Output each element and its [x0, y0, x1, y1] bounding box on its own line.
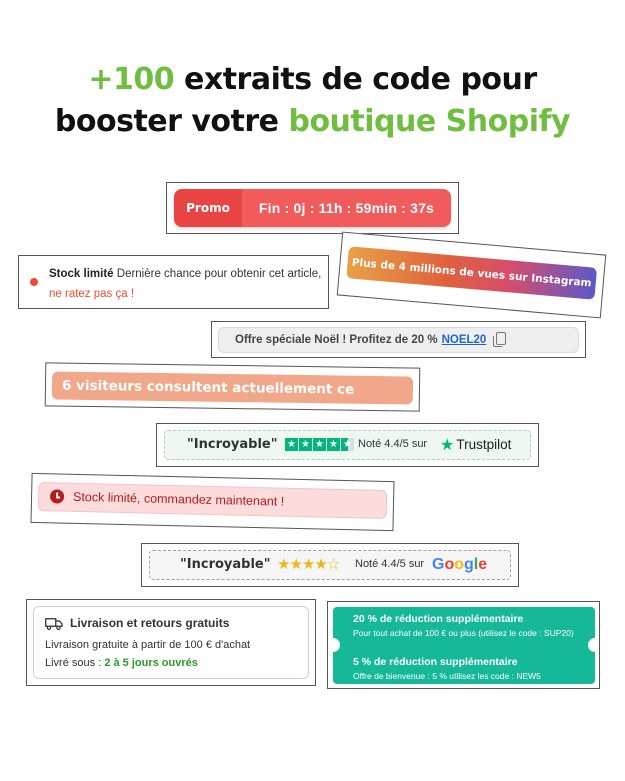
delivery-time	[45, 657, 198, 669]
clock-icon	[50, 489, 64, 503]
stock-limited-message	[49, 264, 324, 304]
christmas-offer-text: Offre spéciale Noël ! Profitez de 20 %	[235, 334, 438, 346]
headline-line-2	[0, 102, 625, 142]
star-icon: ★	[285, 438, 298, 451]
trustpilot-review-card	[156, 423, 539, 467]
headline-line-1	[0, 60, 625, 100]
promo-label: Promo	[174, 189, 242, 227]
delivery-title: Livraison et retours gratuits	[70, 616, 230, 630]
christmas-offer-banner	[218, 327, 579, 353]
truck-icon	[45, 618, 63, 630]
google-review-badge	[149, 550, 511, 580]
instagram-views-banner[interactable]: Plus de 4 millions de vues sur Instagram	[346, 246, 597, 300]
trustpilot-brand: Trustpilot	[456, 437, 512, 452]
google-stars: ★★★★☆	[277, 556, 340, 573]
review-quote: "Incroyable"	[180, 557, 271, 572]
trustpilot-star-icon: ★	[440, 437, 455, 454]
delivery-card	[26, 599, 316, 686]
google-review-card	[141, 543, 519, 587]
stock-limited-card	[18, 255, 329, 309]
discount-coupon-card	[327, 601, 600, 689]
discount-offer-2-text: Offre de bienvenue : 5 % utilisez les code : NEW5	[353, 671, 541, 681]
promo-timer: Fin : 0j : 11h : 59min : 37s	[258, 200, 435, 216]
headline-line1-text: extraits de code pour	[174, 62, 537, 97]
discount-offer-1-title: 20 % de réduction supplémentaire	[353, 613, 524, 625]
stock-alert-banner	[38, 482, 388, 519]
trustpilot-logo	[440, 431, 511, 459]
trustpilot-stars	[285, 438, 354, 451]
discount-offer-2-title: 5 % de réduction supplémentaire	[353, 656, 518, 668]
alert-dot-icon	[30, 278, 38, 286]
copy-icon[interactable]	[496, 332, 506, 345]
trustpilot-review-badge	[164, 430, 531, 460]
promo-countdown-bar[interactable]	[174, 189, 451, 227]
stock-limited-title: Stock limité	[49, 268, 114, 280]
headline-accent-shopify: boutique Shopify	[288, 104, 571, 139]
stock-limited-warning: ne ratez pas ça !	[49, 288, 135, 300]
delivery-days: 2 à 5 jours ouvrés	[104, 657, 198, 669]
rating-text: Noté 4.4/5 sur	[358, 438, 428, 450]
star-half-icon: ★	[341, 438, 354, 451]
delivery-time-label: Livré sous :	[45, 657, 105, 669]
discount-coupon	[333, 607, 595, 684]
review-quote: "Incroyable"	[187, 437, 278, 452]
delivery-info-box	[33, 606, 309, 679]
star-icon: ★	[313, 438, 326, 451]
christmas-offer-card	[211, 321, 586, 358]
headline-line2-text: booster votre	[54, 104, 289, 139]
stock-limited-text: Dernière chance pour obtenir cet article,	[113, 268, 322, 280]
google-logo: Google	[432, 556, 488, 573]
stock-alert-card	[30, 473, 394, 531]
promo-countdown-card	[166, 182, 459, 234]
visitors-banner: 6 visiteurs consultent actuellement ce produit	[52, 371, 413, 404]
instagram-views-card	[337, 232, 607, 319]
star-icon: ★	[299, 438, 312, 451]
headline-accent-count: +100	[88, 62, 175, 97]
rating-text: Noté 4.4/5 sur	[355, 558, 425, 570]
stock-alert-text: Stock limité, commandez maintenant !	[72, 489, 285, 509]
discount-offer-1-text: Pour tout achat de 100 € ou plus (utilisez le code : SUP20)	[353, 628, 574, 638]
discount-code-link[interactable]: NOEL20	[441, 334, 487, 346]
star-icon: ★	[327, 438, 340, 451]
delivery-free-threshold: Livraison gratuite à partir de 100 € d'achat	[45, 639, 251, 651]
visitors-card	[45, 362, 421, 423]
